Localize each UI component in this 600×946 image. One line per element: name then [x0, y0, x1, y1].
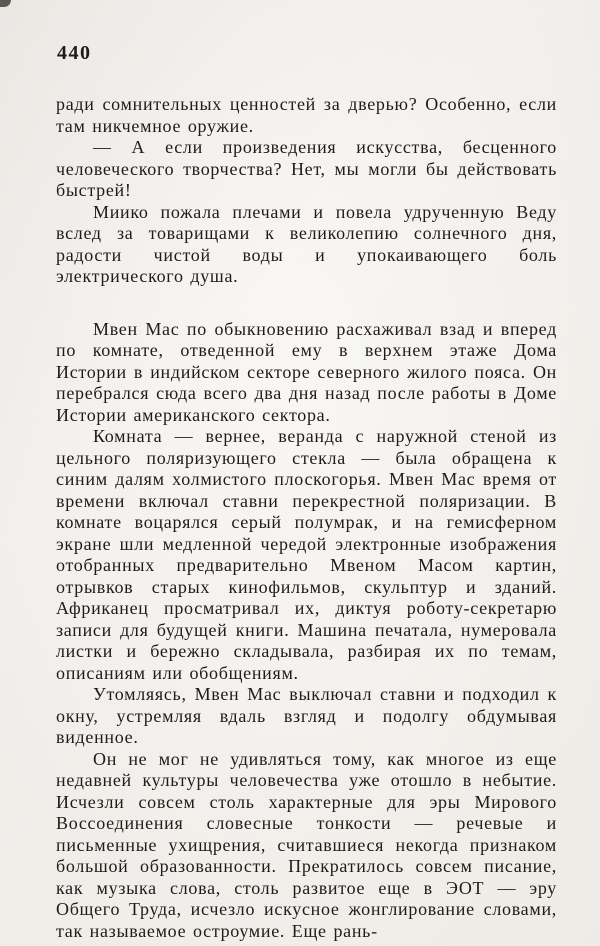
text-block [56, 94, 557, 942]
page-number: 440 [57, 42, 92, 64]
paragraph: Миико пожала плечами и повела удрученную Веду вслед за товарищами к великолепию солнечного дня, радости чистой воды и упокаивающего боль электрического душа. [56, 201, 557, 286]
paragraph: Мвен Мас по обыкновению расхаживал взад и вперед по комнате, отведенной ему в верхнем этаже Дома Истории в индийском секторе северного жилого пояса. Он перебрался сюда всего два дня назад после работы в Доме Истории американского сектора. [56, 318, 557, 425]
paragraph: — А если произведения искусства, бесценного человеческого творчества? Нет, мы могли бы действовать быстрей! [56, 137, 557, 200]
paragraph: Он не мог не удивляться тому, как многое из еще недавней культуры человечества уже отошло в небытие. Исчезли совсем столь характерные для эры Мирового Воссоединения словесные тонкости — речевые и письменные ухищрения, считавшиеся некогда признаком большой образованности. Прекратилось совсем писание, как музыка слова, столь развитое еще в ЭОТ — эру Общего Труда, исчезло искусное жонглирование словами, так называемое остроумие. Еще рань- [56, 748, 557, 941]
paragraph: Комната — вернее, веранда с наружной стеной из цельного поляризующего стекла — была обращена к синим далям холмистого плоскогорья. Мвен Мас время от времени включал ставни перекрестной поляризации. В комнате воцарялся серый полумрак, и на гемисферном экране шли медленной чередой электронные изображения отобранных предварительно Мвеном Масом картин, отрывков старых кинофильмов, скульптур и зданий. Африканец просматривал их, диктуя роботу-секретарю записи для будущей книги. Машина печатала, нумеровала листки и бережно складывала, разбирая их по темам, описаниям или обобщениям. [56, 426, 557, 683]
paragraph: Утомляясь, Мвен Мас выключал ставни и подходил к окну, устремляя вдаль взгляд и подолгу обдумывая виденное. [56, 684, 557, 747]
scan-artifact-corner [0, 0, 11, 7]
paragraph: ради сомнительных ценностей за дверью? Особенно, если там никчемное оружие. [56, 94, 557, 136]
